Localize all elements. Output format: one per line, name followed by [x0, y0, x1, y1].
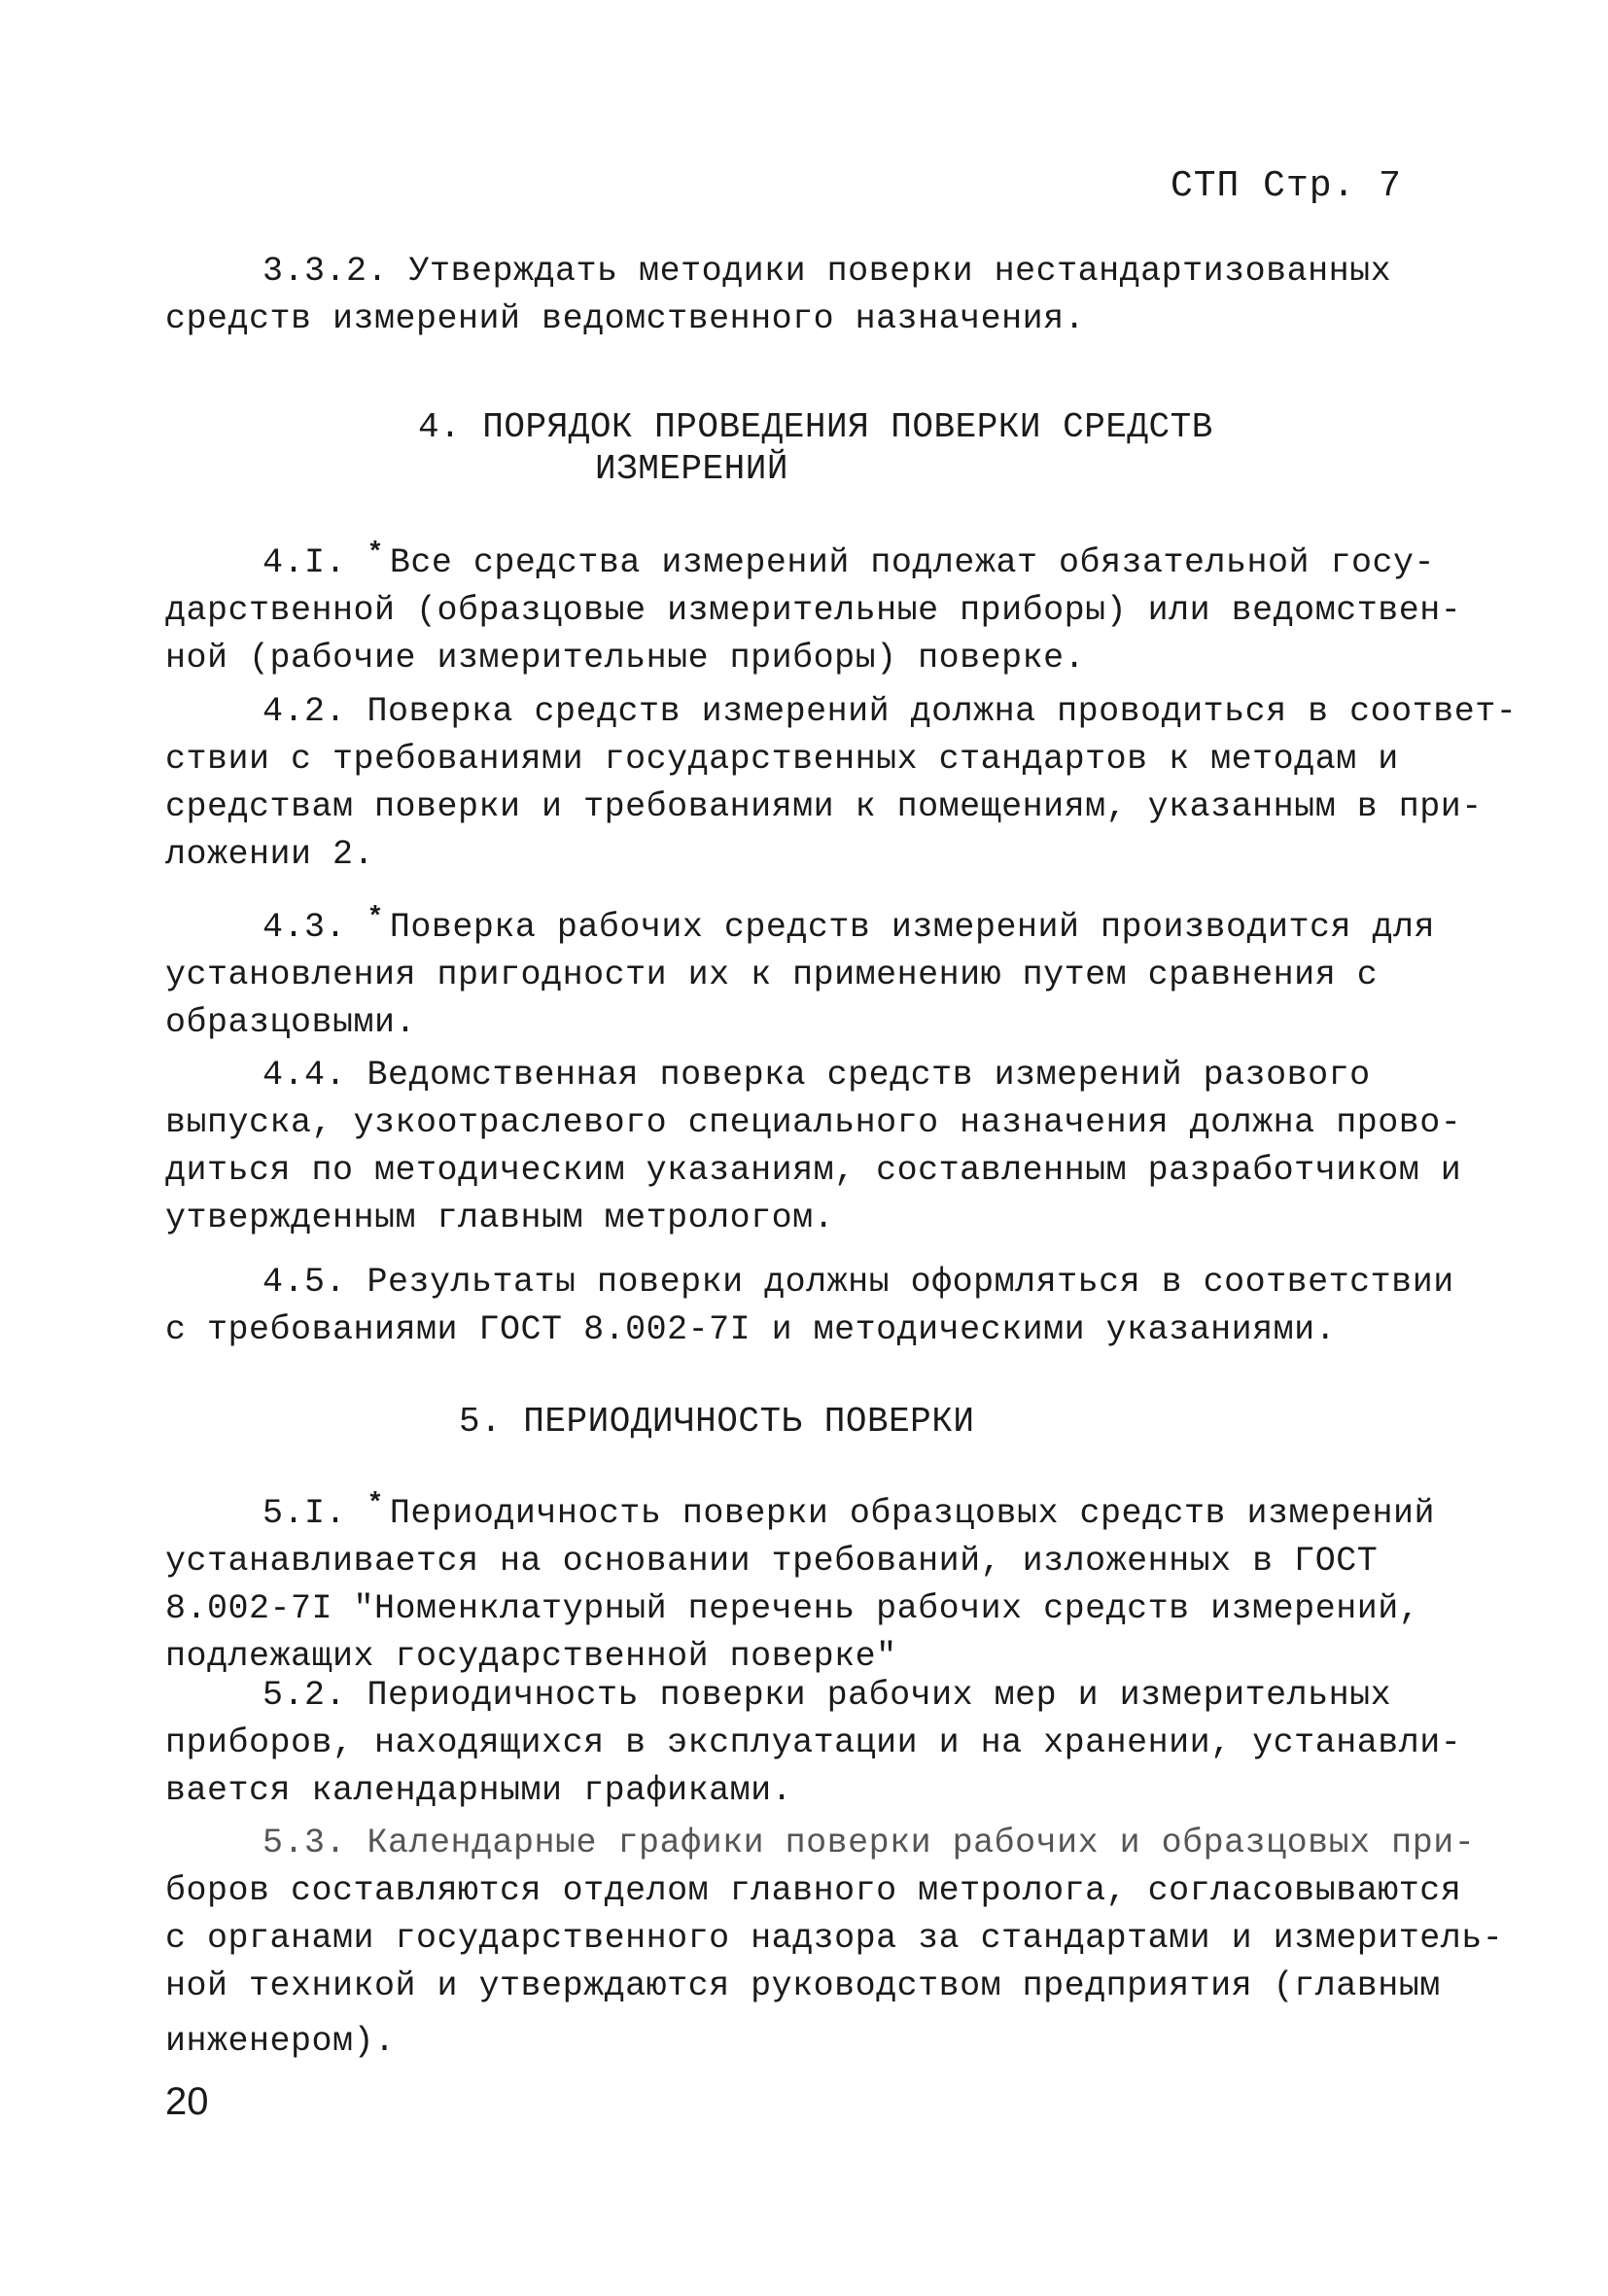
paragraph-line: ствии с требованиями государственных стандартов к методам и: [165, 740, 1399, 779]
paragraph-line: диться по методическим указаниям, составленным разработчиком и: [165, 1151, 1462, 1190]
paragraph-line: [165, 1480, 1439, 1538]
paragraph-line: 3.3.2. Утверждать методики поверки нестандартизованных: [262, 252, 1392, 291]
paragraph-line: с органами государственного надзора за стандартами и измеритель-: [165, 1919, 1504, 1958]
page-number: 20: [165, 2080, 209, 2123]
asterisk-mark: *: [367, 903, 384, 933]
section-4-title-line-1: 4. ПОРЯДОК ПРОВЕДЕНИЯ ПОВЕРКИ СРЕДСТВ: [418, 407, 1213, 447]
paragraph-5-3: [165, 1820, 1504, 2066]
paragraph-4-5: [165, 1259, 1454, 1354]
paragraph-line: [165, 530, 1439, 587]
paragraph-line: дарственной (образцовые измерительные приборы) или ведомствен-: [165, 591, 1462, 630]
paragraph-4-1: [165, 530, 1462, 682]
clause-number: 5.I.: [262, 1494, 347, 1533]
paragraph-line: ной (рабочие измерительные приборы) поверке.: [165, 639, 1086, 678]
paragraph-line: 4.2. Поверка средств измерений должна проводиться в соответ-: [262, 692, 1518, 731]
paragraph-text: Периодичность поверки образцовых средств измерений: [389, 1494, 1436, 1533]
asterisk-mark: *: [367, 539, 384, 569]
clause-number: 4.3.: [262, 908, 347, 947]
paragraph-line: 8.002-7I "Номенклатурный перечень рабочих средств измерений,: [165, 1589, 1420, 1628]
clause-number: 4.I.: [262, 543, 347, 582]
paragraph-line: ложении 2.: [165, 835, 375, 874]
paragraph-line: 5.2. Периодичность поверки рабочих мер и измерительных: [262, 1676, 1392, 1715]
section-4-title-line-2: ИЗМЕРЕНИЙ: [595, 449, 788, 489]
paragraph-text: Все средства измерений подлежат обязательной госу-: [389, 543, 1436, 582]
asterisk-mark: *: [367, 1489, 384, 1519]
paragraph-4-2: [165, 688, 1518, 879]
paragraph-3-3-2: [165, 248, 1439, 343]
paragraph-line: приборов, находящихся в эксплуатации и на хранении, устанавли-: [165, 1723, 1462, 1762]
paragraph-line: вается календарными графиками.: [165, 1771, 793, 1810]
paragraph-line: устанавливается на основании требований, изложенных в ГОСТ: [165, 1542, 1379, 1581]
paragraph-line: ной техникой и утверждаются руководством предприятия (главным: [165, 1966, 1441, 2005]
paragraph-text: Поверка рабочих средств измерений производится для: [389, 908, 1436, 947]
paragraph-4-3: [165, 894, 1439, 1047]
paragraph-line: 5.3. Календарные графики поверки рабочих и образцовых при-: [262, 1824, 1476, 1862]
paragraph-line: установления пригодности их к применению путем сравнения с: [165, 956, 1379, 994]
page-header: СТП Стр. 7: [1170, 165, 1402, 207]
paragraph-line: 4.4. Ведомственная поверка средств измерений разового: [262, 1056, 1371, 1095]
paragraph-line: инженером).: [165, 2022, 396, 2061]
paragraph-line: средств измерений ведомственного назначения.: [165, 299, 1086, 338]
paragraph-line: боров составляются отделом главного метролога, согласовываются: [165, 1871, 1462, 1910]
paragraph-line: 4.5. Результаты поверки должны оформляться в соответствии: [262, 1263, 1454, 1302]
paragraph-5-1: [165, 1480, 1439, 1681]
paragraph-4-4: [165, 1052, 1462, 1242]
paragraph-line: выпуска, узкоотраслевого специального назначения должна прово-: [165, 1103, 1462, 1142]
paragraph-line: [165, 894, 1439, 952]
paragraph-line: образцовыми.: [165, 1003, 417, 1042]
paragraph-line: с требованиями ГОСТ 8.002-7I и методическими указаниями.: [165, 1310, 1337, 1349]
paragraph-line: средствам поверки и требованиями к помещениям, указанным в при-: [165, 787, 1483, 826]
paragraph-line: утвержденным главным метрологом.: [165, 1199, 835, 1237]
section-5-title: 5. ПЕРИОДИЧНОСТЬ ПОВЕРКИ: [459, 1402, 975, 1442]
paragraph-5-2: [165, 1672, 1462, 1815]
paragraph-line: подлежащих государственной поверке": [165, 1637, 897, 1676]
